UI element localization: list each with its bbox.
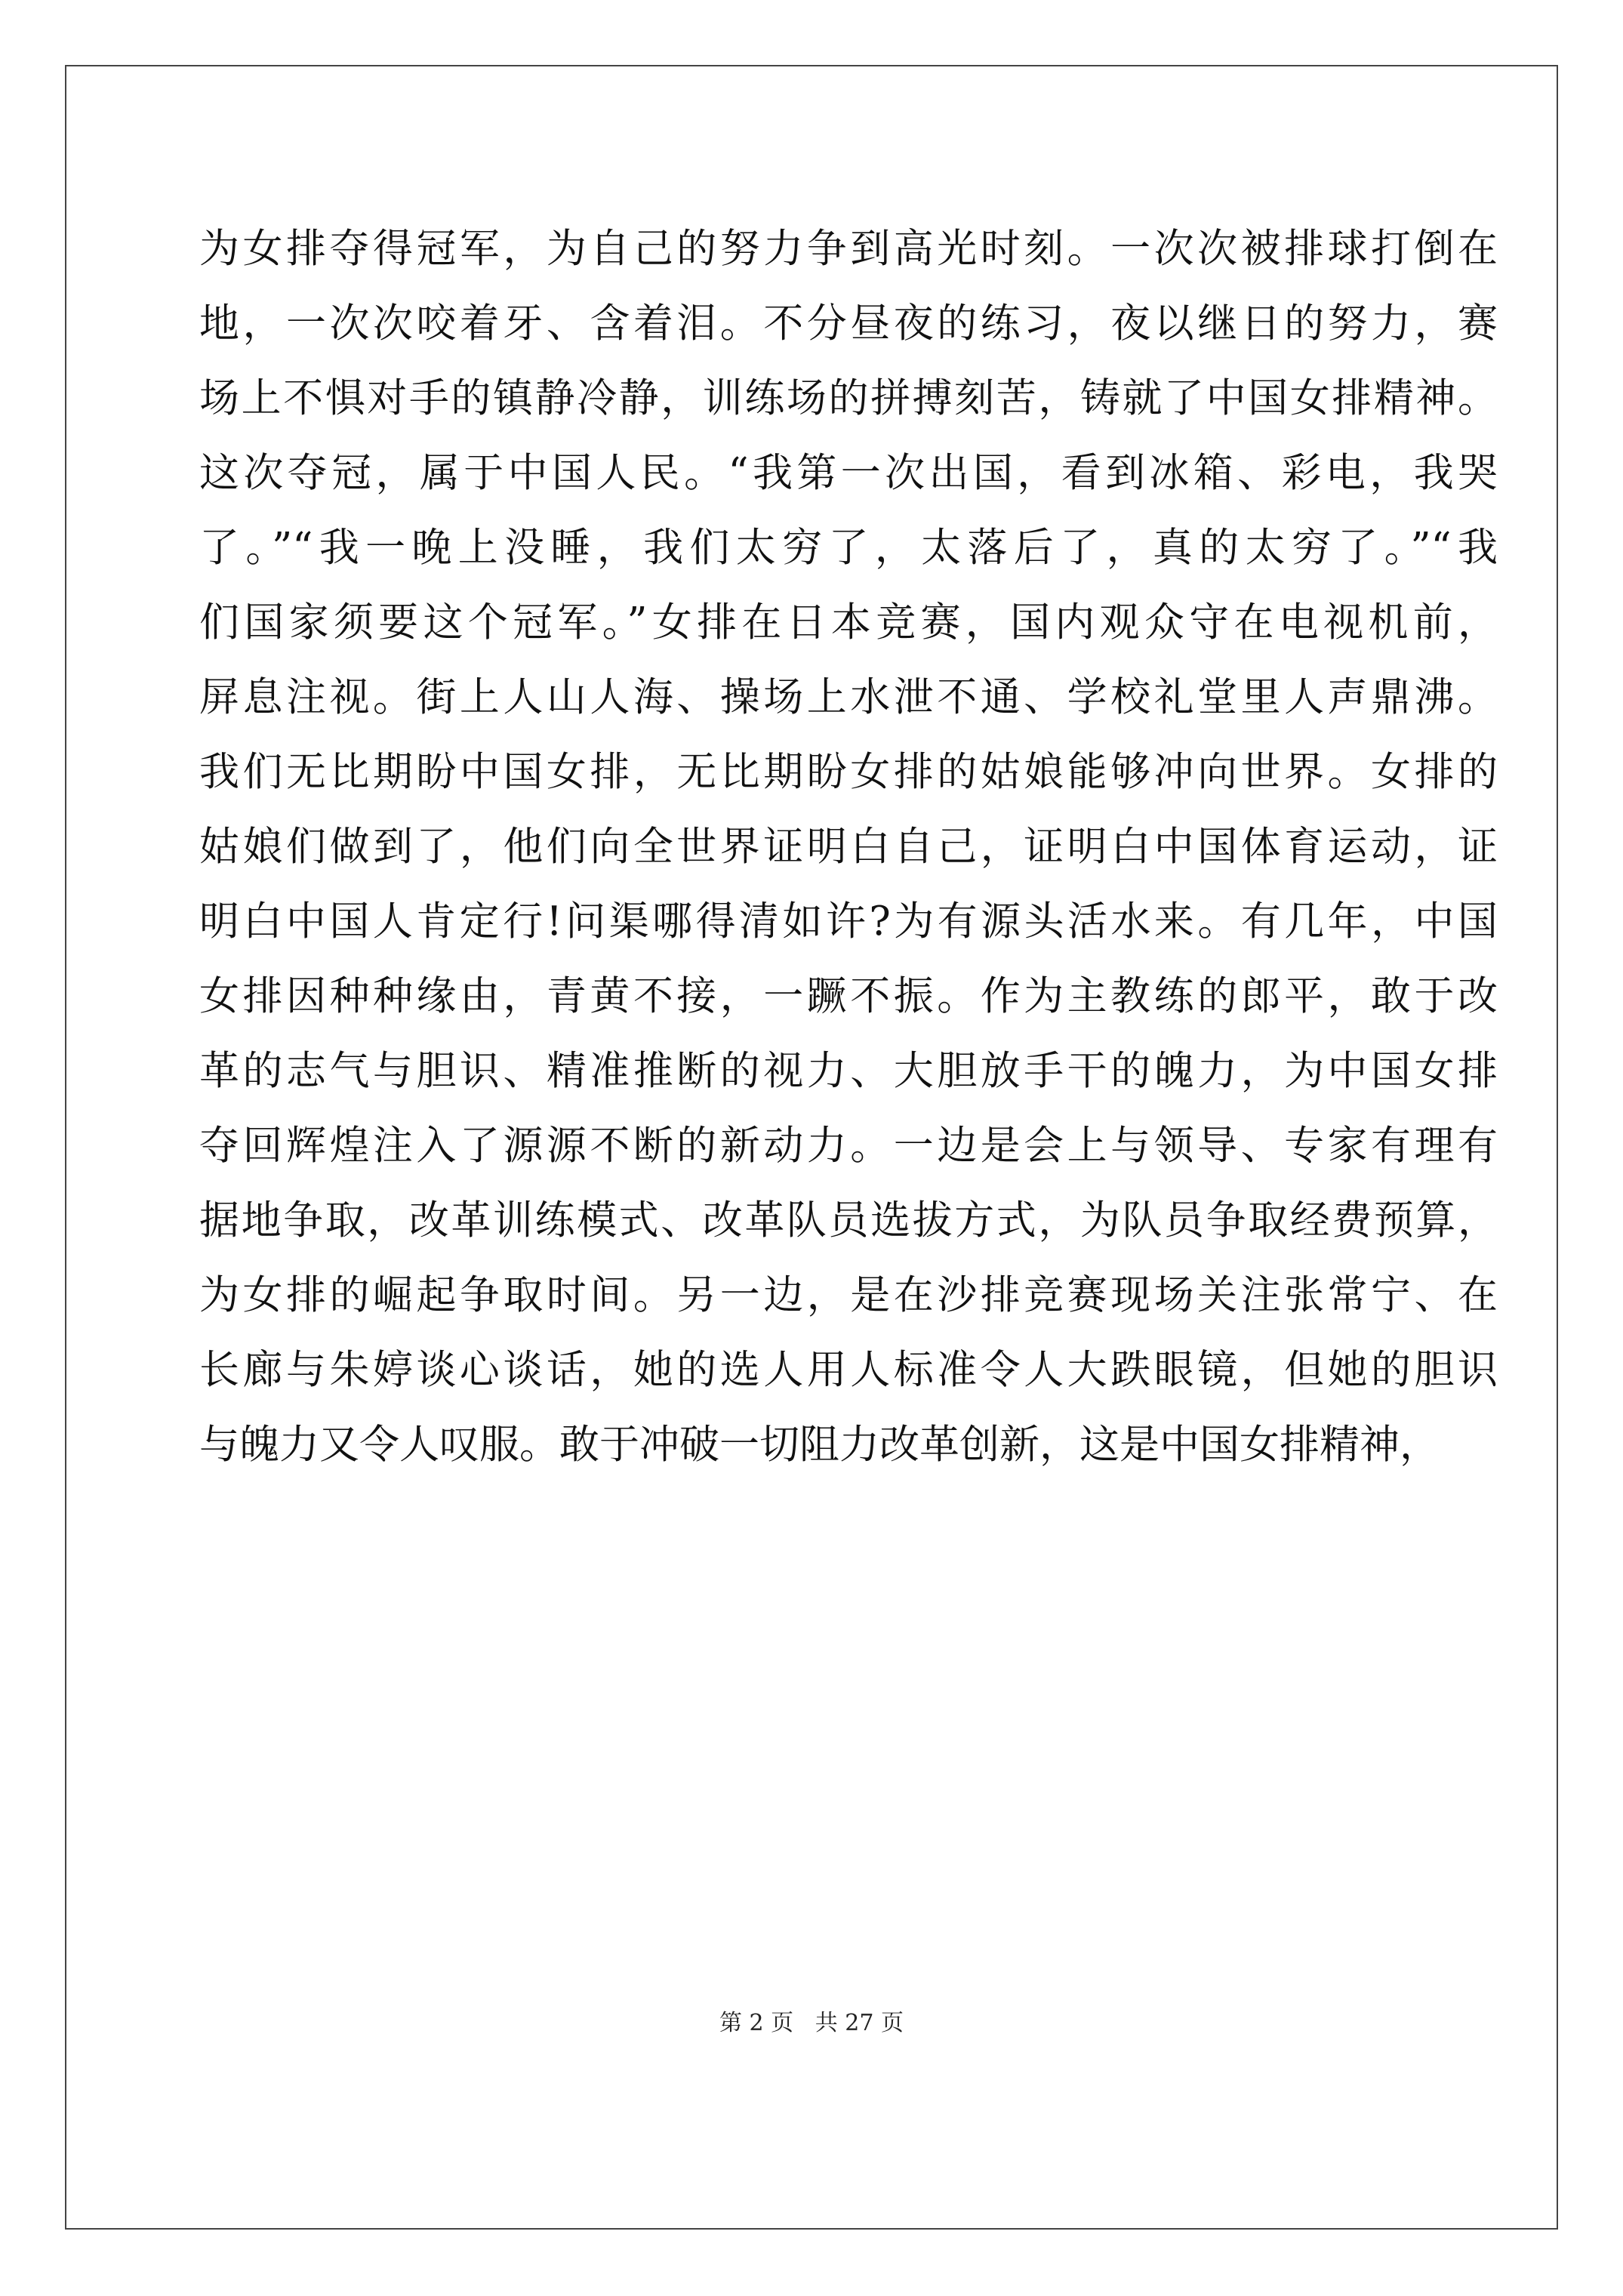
body-line: 革的志气与胆识、精准推断的视力、大胆放手干的魄力，为中国女排 bbox=[199, 1048, 1498, 1094]
body-line: 长廊与朱婷谈心谈话，她的选人用人标准令人大跌眼镜，但她的胆识 bbox=[199, 1347, 1498, 1393]
body-line: 为女排的崛起争取时间。另一边，是在沙排竞赛现场关注张常宁、在 bbox=[199, 1272, 1498, 1318]
body-line: 女排因种种缘由，青黄不接，一蹶不振。作为主教练的郎平，敢于改 bbox=[199, 973, 1498, 1019]
body-line: 这次夺冠，属于中国人民。“我第一次出国，看到冰箱、彩电，我哭 bbox=[199, 450, 1498, 496]
body-line: 为女排夺得冠军，为自己的努力争到高光时刻。一次次被排球打倒在 bbox=[199, 226, 1498, 272]
body-line: 了。”“我一晚上没睡，我们太穷了，太落后了，真的太穷了。”“我 bbox=[199, 525, 1498, 571]
document-body bbox=[199, 211, 1498, 1482]
body-line: 夺回辉煌注入了源源不断的新动力。一边是会上与领导、专家有理有 bbox=[199, 1123, 1498, 1169]
body-line: 据地争取，改革训练模式、改革队员选拔方式，为队员争取经费预算， bbox=[199, 1197, 1498, 1244]
body-line: 与魄力又令人叹服。敢于冲破一切阻力改革创新，这是中国女排精神， bbox=[199, 1422, 1440, 1468]
body-line: 屏息注视。街上人山人海、操场上水泄不通、学校礼堂里人声鼎沸。 bbox=[199, 674, 1498, 720]
page-number-footer: 第 2 页 共 27 页 bbox=[719, 2010, 904, 2036]
body-line: 明白中国人肯定行!问渠哪得清如许?为有源头活水来。有几年，中国 bbox=[199, 898, 1498, 945]
body-line: 姑娘们做到了，他们向全世界证明白自己，证明白中国体育运动，证 bbox=[199, 824, 1498, 870]
body-line: 们国家须要这个冠军。”女排在日本竞赛，国内观众守在电视机前， bbox=[199, 599, 1498, 646]
body-line: 地，一次次咬着牙、含着泪。不分昼夜的练习，夜以继日的努力，赛 bbox=[199, 300, 1498, 347]
body-line: 场上不惧对手的镇静冷静，训练场的拼搏刻苦，铸就了中国女排精神。 bbox=[199, 375, 1498, 421]
body-line: 我们无比期盼中国女排，无比期盼女排的姑娘能够冲向世界。女排的 bbox=[199, 749, 1498, 795]
